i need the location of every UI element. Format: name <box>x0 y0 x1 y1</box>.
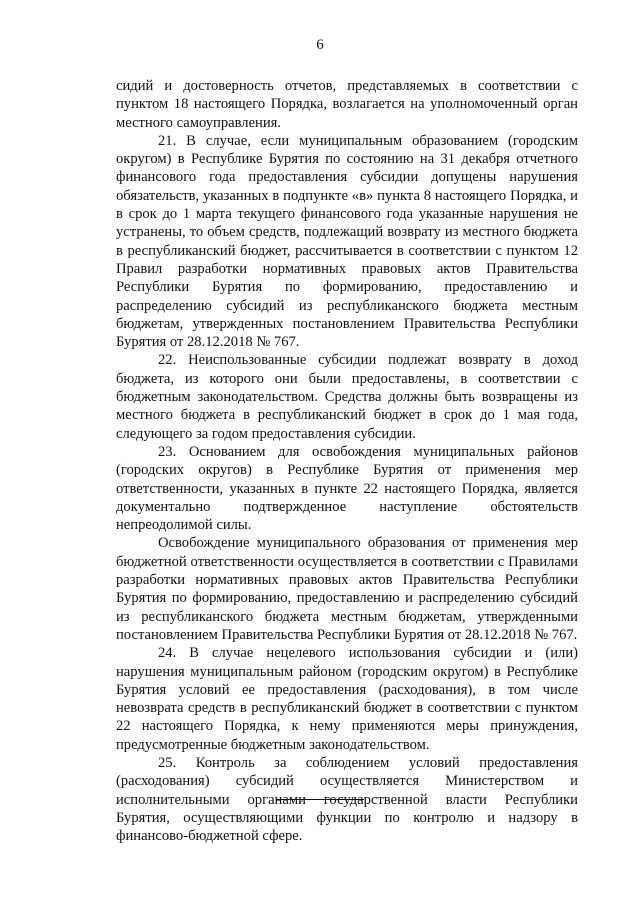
paragraph-23: 23. Основанием для освобождения муниципальных районов (городских округов) в Республике Бурятия от применения мер ответственности, указанных в пункте 22 настоящего Порядка, является документально подтвержденное наступление обстоятельств непреодолимой силы. <box>116 443 578 534</box>
paragraph-22: 22. Неиспользованные субсидии подлежат возврату в доход бюджета, из которого они были предоставлены, в соответствии с бюджетным законодательством. Средства должны быть возвращены из местного бюджета в республиканский бюджет в срок до 1 мая года, следующего за годом предоставления субсидии. <box>116 352 578 442</box>
page-number: 6 <box>316 37 324 53</box>
paragraph-23-exemption: Освобождение муниципального образования от применения мер бюджетной ответственности осуществляется в соответствии с Правилами разработки нормативных правовых актов Правительства Республики Бурятия по формированию, предоставлению и распределению субсидий из республиканского бюджета местным бюджетам, утвержденными постановлением Правительства Республики Бурятия от 28.12.2018 № 767. <box>116 535 578 643</box>
end-of-document-rule <box>276 799 364 800</box>
document-body <box>116 77 578 845</box>
paragraph-25: 25. Контроль за соблюдением условий предоставления (расходования) субсидий осуществляется Министерством и исполнительными органами государственной власти Республики Бурятия, осуществляющими функции по контролю и надзору в финансово-бюджетной сфере. <box>116 754 578 845</box>
paragraph-24: 24. В случае нецелевого использования субсидии и (или) нарушения муниципальным районом (городским округом) в Республике Бурятия условий ее предоставления (расходования), в том числе невозврата средств в республиканский бюджет в соответствии с пунктом 22 настоящего Порядка, к нему применяются меры принуждения, предусмотренные бюджетным законодательством. <box>116 645 578 753</box>
paragraph-21: 21. В случае, если муниципальным образованием (городским округом) в Республике Бурятия по состоянию на 31 декабря отчетного финансового года предоставления субсидии допущены нарушения обязательств, указанных в подпункте «в» пункта 8 настоящего Порядка, и в срок до 1 марта текущего финансового года указанные нарушения не устранены, то объем средств, подлежащий возврату из местного бюджета в республиканский бюджет, рассчитывается в соответствии с пунктом 12 Правил разработки нормативных правовых актов Правительства Республики Бурятия по формированию, предоставлению и распределению субсидий из республиканского бюджета местным бюджетам, утвержденных постановлением Правительства Республики Бурятия от 28.12.2018 № 767. <box>116 132 578 351</box>
paragraph-continuation: сидий и достоверность отчетов, представляемых в соответствии с пунктом 18 настоящего Порядка, возлагается на уполномоченный орган местного самоуправления. <box>116 78 578 131</box>
